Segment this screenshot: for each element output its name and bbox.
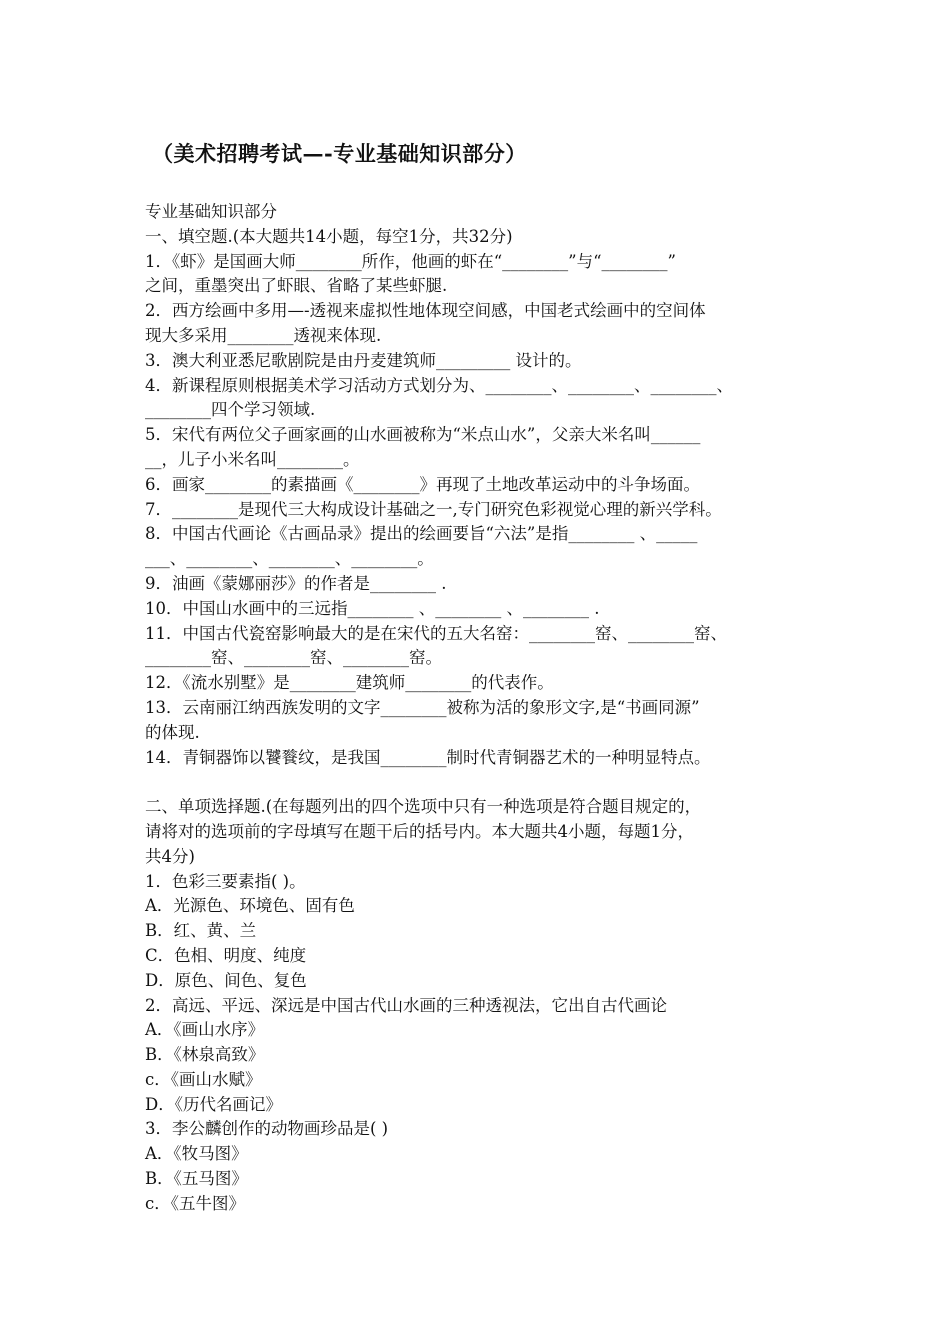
option-line: B．《林泉高致》 [145, 1045, 265, 1065]
option-line: B．红、黄、兰 [145, 921, 257, 941]
fill-blank-line: 3．澳大利亚悉尼歌剧院是由丹麦建筑师_________ 设计的。 [145, 350, 582, 370]
question-line: 3．李公麟创作的动物画珍品是( ) [145, 1119, 389, 1139]
question-line: 1．色彩三要素指( )。 [145, 871, 306, 891]
fill-blank-line: ___、________、________、________。 [145, 549, 434, 569]
fill-blank-line: 8．中国古代画论《古画品录》提出的绘画要旨“六法”是指________ 、_____ [145, 524, 698, 544]
option-line: c．《五牛图》 [145, 1193, 245, 1213]
section-spacer [145, 770, 825, 795]
option-line: c．《画山水赋》 [145, 1069, 262, 1089]
fill-blank-line: 的体现. [145, 722, 200, 742]
fill-blank-line: 5．宋代有两位父子画家画的山水画被称为“米点山水”，父亲大米名叫______ [145, 425, 701, 445]
fill-blank-line: 现大多采用________透视来体现. [145, 325, 382, 345]
fill-blank-line: 1．《虾》是国画大师________所作，他画的虾在“________”与“________” [145, 251, 676, 271]
option-line: B．《五马图》 [145, 1169, 248, 1189]
option-line: A．光源色、环境色、固有色 [145, 896, 355, 916]
fill-blank-line: ________四个学习领域. [145, 400, 316, 420]
fill-blank-line: ________窑、________窑、________窑。 [145, 648, 442, 668]
fill-blank-line: 6．画家________的素描画《________》再现了土地改革运动中的斗争场面。 [145, 474, 700, 494]
part1-heading: 一、填空题.(本大题共14小题，每空1分，共32分) [145, 226, 513, 246]
option-line: C．色相、明度、纯度 [145, 945, 307, 965]
fill-blank-line: 13．云南丽江纳西族发明的文字________被称为活的象形文字,是“书画同源” [145, 697, 700, 717]
option-line: D．原色、间色、复色 [145, 970, 307, 990]
fill-blank-line: 14．青铜器饰以饕餮纹，是我国________制时代青铜器艺术的一种明显特点。 [145, 747, 711, 767]
option-line: A．《画山水序》 [145, 1020, 265, 1040]
part2-heading-line: 共4分) [145, 846, 195, 866]
option-line: D．《历代名画记》 [145, 1094, 282, 1114]
question-line: 2．高远、平远、深远是中国古代山水画的三种透视法，它出自古代画论 [145, 995, 667, 1015]
part2-heading-line: 二、单项选择题.(在每题列出的四个选项中只有一种选项是符合题目规定的， [145, 797, 702, 817]
fill-blank-line: 12．《流水别墅》是________建筑师________的代表作。 [145, 673, 554, 693]
document-body [145, 200, 825, 1217]
option-line: A．《牧马图》 [145, 1144, 248, 1164]
fill-blank-line: 11．中国古代瓷窑影响最大的是在宋代的五大名窑：________窑、________窑、 [145, 623, 727, 643]
fill-blank-line: 7．________是现代三大构成设计基础之一,专门研究色彩视觉心理的新兴学科。 [145, 499, 722, 519]
fill-blank-line: 4．新课程原则根据美术学习活动方式划分为、________、________、________、 [145, 375, 733, 395]
fill-blank-line: 9．油画《蒙娜丽莎》的作者是________ . [145, 573, 447, 593]
fill-blank-line: 10．中国山水画中的三远指________ 、________ 、________ . [145, 598, 600, 618]
fill-blank-line: 之间，重墨突出了虾眼、省略了某些虾腿. [145, 276, 448, 296]
document-title: （美术招聘考试—-专业基础知识部分） [152, 141, 527, 166]
fill-blank-line: __，儿子小米名叫________。 [145, 449, 360, 469]
fill-blank-line: 2．西方绘画中多用—-透视来虚拟性地体现空间感，中国老式绘画中的空间体 [145, 301, 706, 321]
section-heading: 专业基础知识部分 [145, 202, 277, 221]
part2-heading-line: 请将对的选项前的字母填写在题干后的括号内。本大题共4小题，每题1分， [145, 821, 694, 841]
